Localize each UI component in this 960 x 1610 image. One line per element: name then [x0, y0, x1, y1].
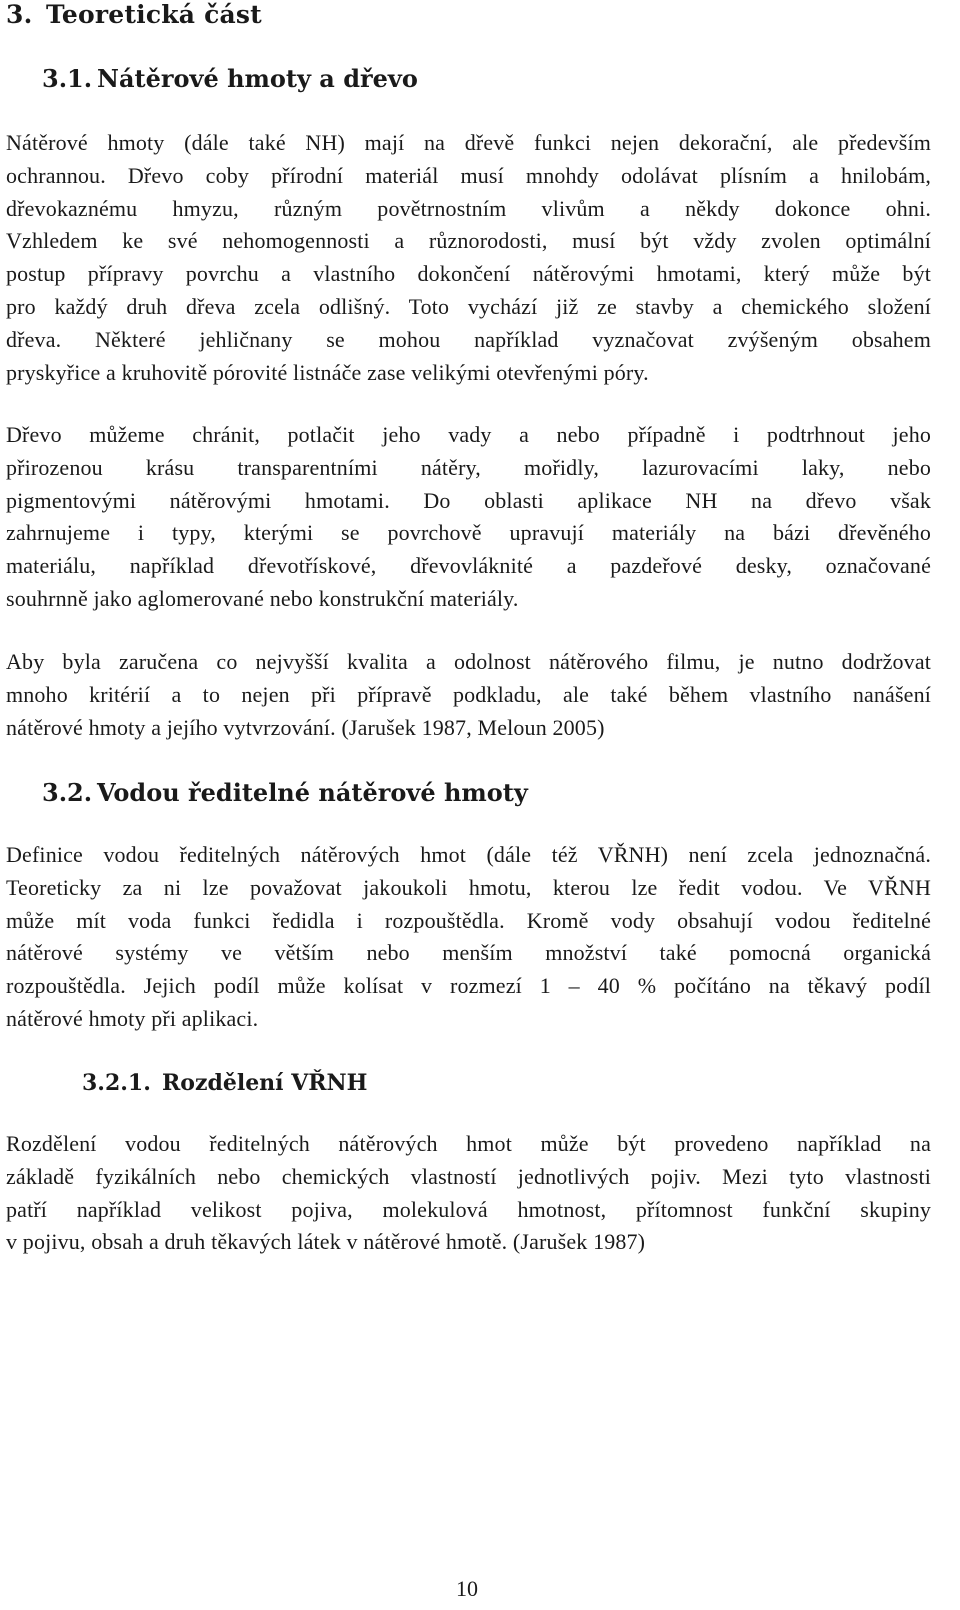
text-line: pro každý druh dřeva zcela odlišný. Toto vychází již ze stavby a chemického složení — [6, 293, 931, 319]
text-line: pigmentovými nátěrovými hmotami. Do oblasti aplikace NH na dřevo však — [6, 487, 931, 513]
text-line: zahrnujeme i typy, kterými se povrchově upravují materiály na bázi dřevěného — [6, 520, 931, 546]
paragraph-classification — [6, 1128, 931, 1259]
text-line: Definice vodou ředitelných nátěrových hmot (dále též VŘNH) není zcela jednoznačná. — [6, 842, 931, 867]
heading-number: 3. — [6, 0, 33, 29]
text-line: nátěrové hmoty a jejího vytvrzování. (Jarušek 1987, Meloun 2005) — [6, 714, 605, 740]
text-line: pryskyřice a kruhovitě pórovité listnáče zase velikými otevřenými póry. — [6, 359, 649, 385]
text-line: materiálu, například dřevotřískové, dřevovláknité a pazdeřové desky, označované — [6, 553, 931, 579]
text-line: dřeva. Některé jehličnany se mohou například vyznačovat zvýšeným obsahem — [6, 326, 931, 352]
heading-title: Rozdělení VŘNH — [162, 1070, 368, 1096]
heading-subsection-3-2-1 — [82, 1068, 367, 1098]
text-line: ochrannou. Dřevo coby přírodní materiál musí mnohdy odolávat plísním a hnilobám, — [6, 162, 931, 188]
text-line: Dřevo můžeme chránit, potlačit jeho vady a nebo případně i podtrhnout jeho — [6, 422, 931, 447]
text-line: nátěrové hmoty při aplikaci. — [6, 1005, 259, 1031]
text-line: v pojivu, obsah a druh těkavých látek v nátěrové hmotě. (Jarušek 1987) — [6, 1229, 646, 1255]
heading-section-3-2 — [42, 778, 528, 808]
heading-number: 3.2.1. — [82, 1070, 151, 1096]
heading-number: 3.2. — [42, 778, 93, 807]
heading-number: 3.1. — [42, 64, 93, 93]
text-line: Aby byla zaručena co nejvyšší kvalita a odolnost nátěrového filmu, je nutno dodržovat — [6, 649, 931, 674]
text-line: může mít voda funkci ředidla i rozpouštědla. Kromě vody obsahují vodou ředitelné — [6, 907, 931, 933]
paragraph-intro — [6, 127, 931, 389]
text-line: Teoreticky za ni lze považovat jakoukoli hmotu, kterou lze ředit vodou. Ve VŘNH — [6, 874, 931, 900]
text-line: Rozdělení vodou ředitelných nátěrových hmot může být provedeno například na — [6, 1131, 931, 1156]
heading-section-3-1 — [42, 64, 418, 94]
text-line: přirozenou krásu transparentními nátěry, mořidly, lazurovacími laky, nebo — [6, 454, 931, 480]
paragraph-definition — [6, 839, 931, 1036]
text-line: rozpouštědla. Jejich podíl může kolísat v rozmezí 1 – 40 % počítáno na těkavý podíl — [6, 973, 931, 999]
text-line: Vzhledem ke své nehomogennosti a různorodosti, musí být vždy zvolen optimální — [6, 228, 931, 254]
text-line: dřevokaznému hmyzu, různým povětrnostním vlivům a někdy dokonce ohni. — [6, 195, 931, 221]
text-line: Nátěrové hmoty (dále také NH) mají na dřevě funkci nejen dekorační, ale především — [6, 130, 931, 155]
heading-chapter-3 — [6, 0, 262, 30]
text-line: patří například velikost pojiva, molekulová hmotnost, přítomnost funkční skupiny — [6, 1196, 931, 1222]
heading-title: Vodou ředitelné nátěrové hmoty — [97, 778, 528, 807]
text-line: základě fyzikálních nebo chemických vlastností jednotlivých pojiv. Mezi tyto vlastnosti — [6, 1163, 931, 1189]
text-line: nátěrové systémy ve větším nebo menším množství také pomocná organická — [6, 940, 931, 966]
heading-title: Nátěrové hmoty a dřevo — [97, 64, 418, 93]
heading-title: Teoretická část — [46, 0, 262, 29]
page-number: 10 — [456, 1576, 478, 1601]
text-line: souhrnně jako aglomerované nebo konstrukční materiály. — [6, 585, 519, 611]
text-line: mnoho kritérií a to nejen při přípravě podkladu, ale také během vlastního nanášení — [6, 681, 931, 707]
paragraph-quality — [6, 646, 931, 744]
paragraph-protection — [6, 419, 931, 616]
text-line: postup přípravy povrchu a vlastního dokončení nátěrovými hmotami, který může být — [6, 261, 931, 287]
